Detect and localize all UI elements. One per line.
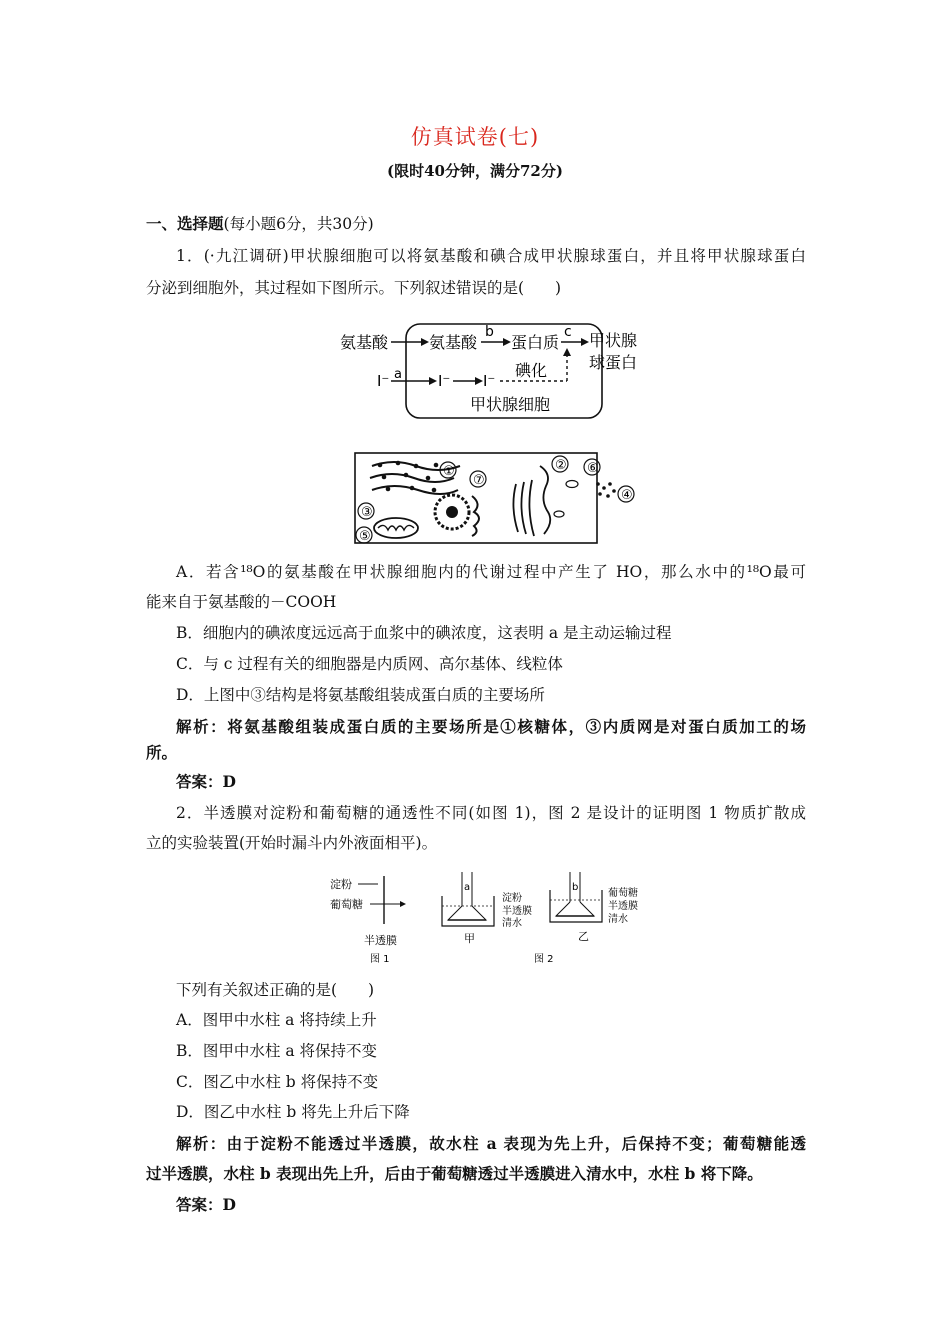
q2-question: 下列有关叙述正确的是( ) <box>176 981 375 999</box>
organelle-label-3: ③ <box>361 505 373 520</box>
q1-analysis-line2: 所。 <box>146 743 178 762</box>
q1-option-d: D．上图中③结构是将氨基酸组装成蛋白质的主要场所 <box>176 686 545 704</box>
q1-analysis-line1: 解析：将氨基酸组装成蛋白质的主要场所是①核糖体，③内质网是对蛋白质加工的场 <box>176 717 806 736</box>
diagram-protein: 蛋白质 <box>511 333 560 352</box>
fig2-jia-starch: 淀粉 <box>502 893 522 904</box>
q2-option-c: C．图乙中水柱 b 将保持不变 <box>176 1073 379 1091</box>
q2-analysis-line2: 过半透膜，水柱 b 表现出先上升，后由于葡萄糖透过半透膜进入清水中，水柱 b 将下降。 <box>146 1164 763 1183</box>
q1-option-b: B．细胞内的碘浓度远远高于血浆中的碘浓度，这表明 a 是主动运输过程 <box>176 624 672 642</box>
diagram-aa-outside: 氨基酸 <box>340 333 389 352</box>
q1-process-diagram <box>335 318 665 424</box>
fig2-yi-label: 乙 <box>578 930 589 943</box>
fig1-glucose-label: 葡萄糖 <box>330 898 363 911</box>
page-title: 仿真试卷(七) <box>410 125 540 149</box>
diagram-iodide-outside: I⁻ <box>377 372 390 390</box>
fig1-starch-label: 淀粉 <box>330 878 352 891</box>
q2-analysis-line1: 解析：由于淀粉不能透过半透膜，故水柱 a 表现为先上升，后保持不变；葡萄糖能透 <box>176 1134 806 1153</box>
q2-option-a: A．图甲中水柱 a 将持续上升 <box>176 1011 377 1029</box>
q1-stem-line1: 1．(·九江调研)甲状腺细胞可以将氨基酸和碘合成甲状腺球蛋白，并且将甲状腺球蛋白 <box>176 247 806 265</box>
organelle-label-7: ⑦ <box>473 473 485 488</box>
q2-stem-line1: 2．半透膜对淀粉和葡萄糖的通透性不同(如图 1)，图 2 是设计的证明图 1 物质扩散成 <box>176 804 806 822</box>
diagram-iodination: 碘化 <box>515 361 548 380</box>
q1-option-a-line2: 能来自于氨基酸的－COOH <box>146 593 337 611</box>
q2-stem-line2: 立的实验装置(开始时漏斗内外液面相平)。 <box>146 834 438 852</box>
fig2-yi-water: 清水 <box>608 914 628 925</box>
q1-stem-line2: 分泌到细胞外，其过程如下图所示。下列叙述错误的是( ) <box>146 279 562 297</box>
organelle-label-1: ① <box>443 464 455 479</box>
diagram-label-a: a <box>394 367 402 382</box>
q2-answer: 答案：D <box>176 1195 236 1214</box>
fig2-caption: 图 2 <box>534 954 554 965</box>
fig1-membrane-label: 半透膜 <box>364 934 397 947</box>
fig2-label-b: b <box>572 882 579 893</box>
organelle-label-6: ⑥ <box>587 461 599 476</box>
q2-option-d: D．图乙中水柱 b 将先上升后下降 <box>176 1103 410 1121</box>
q1-option-c: C．与 c 过程有关的细胞器是内质网、高尔基体、线粒体 <box>176 655 563 673</box>
q2-option-b: B．图甲中水柱 a 将保持不变 <box>176 1042 377 1060</box>
fig2-jia-label: 甲 <box>464 932 475 945</box>
diagram-iodide-mid: I⁻ <box>438 372 451 390</box>
fig2-yi-membrane: 半透膜 <box>608 901 638 912</box>
diagram-aa-inside: 氨基酸 <box>429 333 478 352</box>
diagram-iodide-inside: I⁻ <box>483 372 496 390</box>
fig2-jia-water: 清水 <box>502 918 522 929</box>
diagram-label-c: c <box>564 324 572 340</box>
q1-option-a-line1: A．若含¹⁸O的氨基酸在甲状腺细胞内的代谢过程中产生了 HO，那么水中的¹⁸O最可 <box>176 563 806 581</box>
organelle-label-4: ④ <box>621 488 633 503</box>
diagram-thyroglobulin-2: 球蛋白 <box>589 353 638 372</box>
fig1-caption: 图 1 <box>370 954 390 965</box>
diagram-label-b: b <box>485 324 494 340</box>
diagram-thyroglobulin-1: 甲状腺 <box>589 331 638 350</box>
section-label: 一、选择题 <box>146 214 224 233</box>
q1-organelle-figure <box>354 452 646 546</box>
fig2-yi-glucose: 葡萄糖 <box>608 888 638 899</box>
fig2-label-a: a <box>464 882 471 893</box>
q2-experiment-figure <box>328 866 654 968</box>
page-subtitle: (限时40分钟，满分72分) <box>387 162 563 180</box>
diagram-cell-label: 甲状腺细胞 <box>470 395 551 414</box>
fig2-jia-membrane: 半透膜 <box>502 906 532 917</box>
section-heading <box>146 213 806 235</box>
organelle-label-5: ⑤ <box>359 529 371 544</box>
organelle-label-2: ② <box>555 458 567 473</box>
q1-answer: 答案：D <box>176 772 236 791</box>
section-note: (每小题6分，共30分) <box>223 215 374 233</box>
